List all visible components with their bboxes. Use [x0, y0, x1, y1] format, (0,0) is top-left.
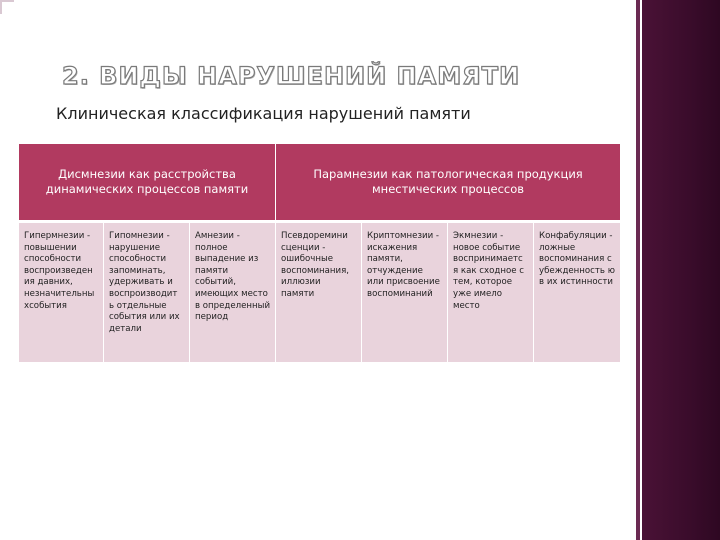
cell-hypomnesia: Гипомнезии - нарушение способности запоминать, удерживать и воспроизводит ь отдельные события или их детали	[104, 222, 190, 362]
slide-subtitle: Клиническая классификация нарушений памяти	[56, 104, 471, 123]
cell-pseudoreminiscence: Псевдоремини сценции - ошибочные воспоминания, иллюзии памяти	[276, 222, 362, 362]
cell-ecmnesia: Экмнезии - новое событие воспринимаетс я как сходное с тем, которое уже имело место	[448, 222, 534, 362]
header-paramnesia: Парамнезии как патологическая продукция мнестических процессов	[276, 144, 621, 222]
table-row	[19, 222, 621, 362]
header-row	[19, 144, 621, 222]
cell-amnesia: Амнезии - полное выпадение из памяти событий, имеющих место в определенный период	[190, 222, 276, 362]
corner-ornament	[0, 0, 14, 14]
slide-title: 2. ВИДЫ НАРУШЕНИЙ ПАМЯТИ	[62, 62, 521, 90]
side-stripe	[636, 0, 640, 540]
cell-hypermnesia: Гипермнезии - повышении способности воспроизведен ия давних, незначительны хсобытия	[19, 222, 104, 362]
classification-table	[18, 143, 621, 362]
cell-cryptomnesia: Криптомнезии - искажения памяти, отчуждение или присвоение воспоминаний	[362, 222, 448, 362]
side-band	[642, 0, 720, 540]
header-dysmnesia: Дисмнезии как расстройства динамических процессов памяти	[19, 144, 276, 222]
cell-confabulation: Конфабуляции - ложные воспоминания с убежденность ю в их истинности	[534, 222, 621, 362]
